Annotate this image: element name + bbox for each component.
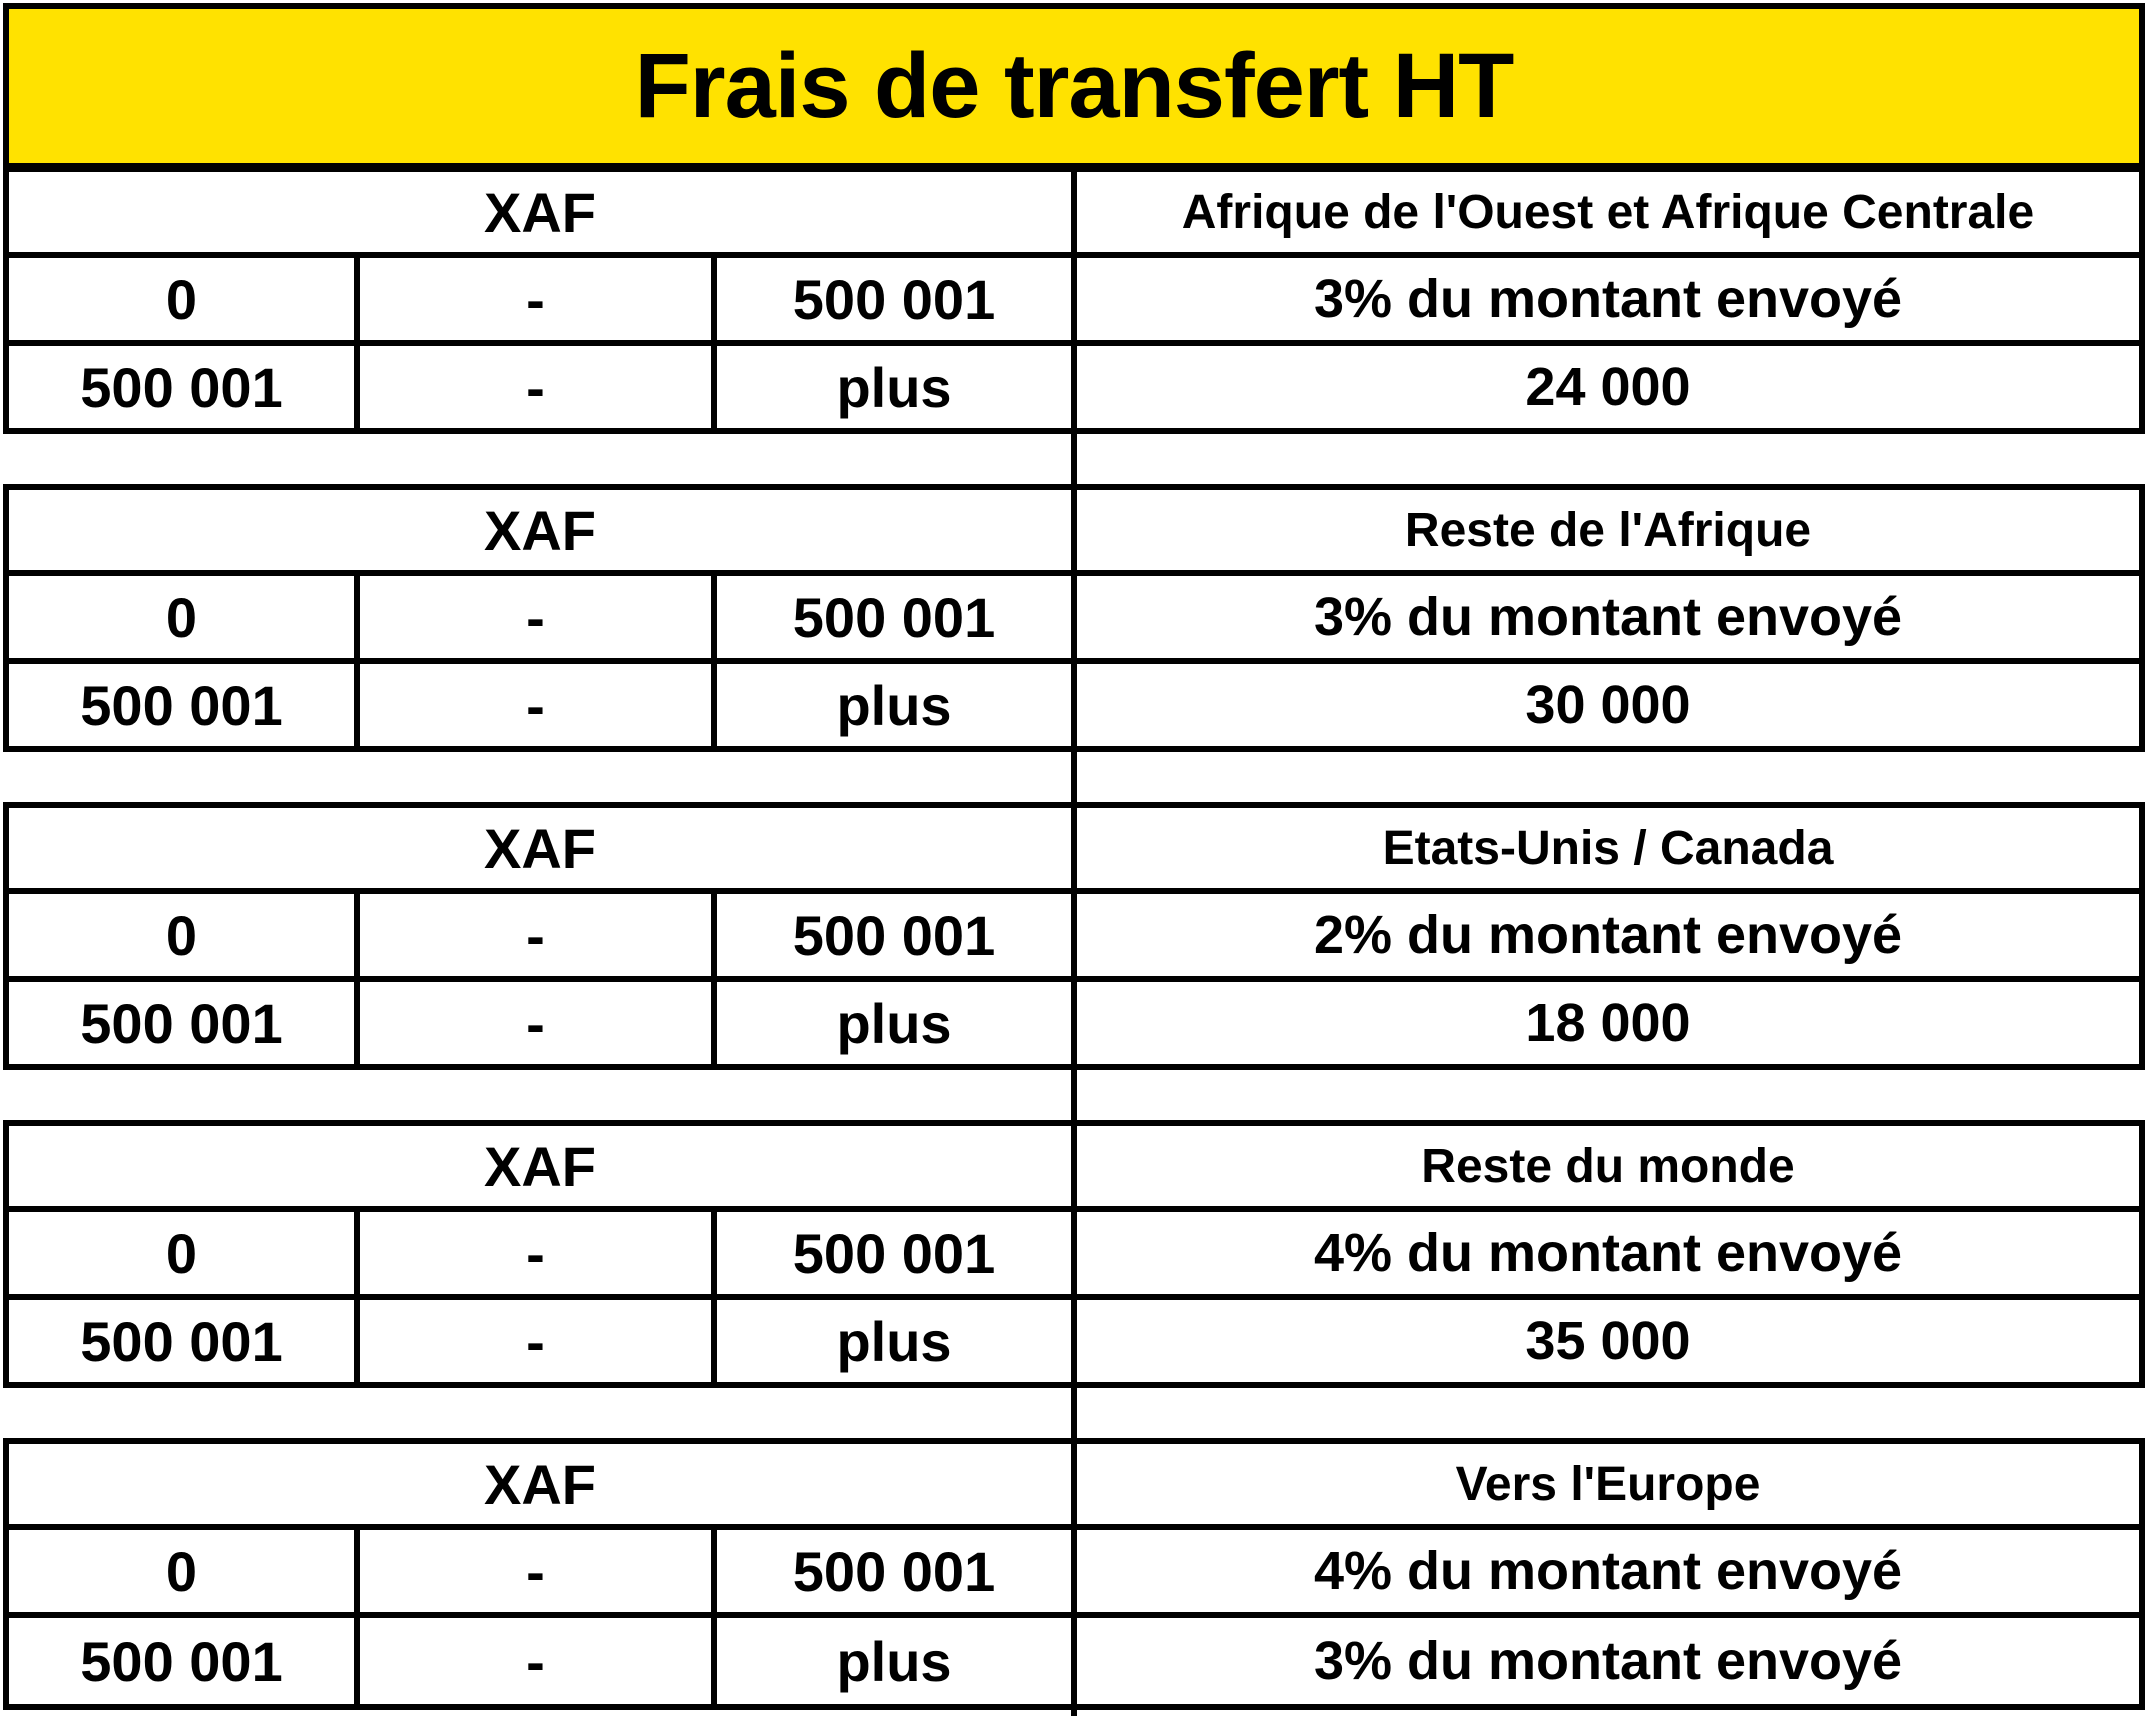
- range-separator: -: [354, 1206, 717, 1300]
- range-from: 0: [3, 1524, 360, 1618]
- fee-value: 3% du montant envoyé: [1071, 252, 2145, 346]
- range-separator: -: [354, 658, 717, 752]
- fee-value: 35 000: [1071, 1294, 2145, 1388]
- range-separator: -: [354, 340, 717, 434]
- range-from: 0: [3, 252, 360, 346]
- range-separator: -: [354, 1612, 717, 1710]
- fee-section-usa-canada: [3, 802, 2145, 1076]
- table-title: Frais de transfert HT: [3, 3, 2145, 169]
- fee-section-europe: [3, 1438, 2145, 1716]
- range-from: 0: [3, 570, 360, 664]
- fee-value: 24 000: [1071, 340, 2145, 434]
- region-header: Afrique de l'Ouest et Afrique Centrale: [1071, 166, 2145, 258]
- fee-section-rest-of-world: [3, 1120, 2145, 1394]
- range-from: 500 001: [3, 340, 360, 434]
- range-to: plus: [711, 1612, 1077, 1710]
- range-separator: -: [354, 1294, 717, 1388]
- range-separator: -: [354, 888, 717, 982]
- range-from: 500 001: [3, 976, 360, 1070]
- range-to: plus: [711, 340, 1077, 434]
- range-to: plus: [711, 976, 1077, 1070]
- region-header: Reste du monde: [1071, 1120, 2145, 1212]
- currency-header: XAF: [3, 166, 1077, 258]
- fee-value: 4% du montant envoyé: [1071, 1524, 2145, 1618]
- range-separator: -: [354, 976, 717, 1070]
- currency-header: XAF: [3, 802, 1077, 894]
- range-separator: -: [354, 1524, 717, 1618]
- region-header: Vers l'Europe: [1071, 1438, 2145, 1530]
- range-to: 500 001: [711, 888, 1077, 982]
- range-from: 500 001: [3, 1294, 360, 1388]
- fee-value: 3% du montant envoyé: [1071, 1612, 2145, 1710]
- range-to: plus: [711, 1294, 1077, 1388]
- currency-header: XAF: [3, 1120, 1077, 1212]
- range-from: 0: [3, 888, 360, 982]
- range-from: 0: [3, 1206, 360, 1300]
- fee-section-west-central-africa: [3, 166, 2145, 440]
- range-to: 500 001: [711, 252, 1077, 346]
- range-to: plus: [711, 658, 1077, 752]
- fee-value: 4% du montant envoyé: [1071, 1206, 2145, 1300]
- range-to: 500 001: [711, 1206, 1077, 1300]
- fee-value: 2% du montant envoyé: [1071, 888, 2145, 982]
- fee-value: 30 000: [1071, 658, 2145, 752]
- range-to: 500 001: [711, 1524, 1077, 1618]
- range-separator: -: [354, 252, 717, 346]
- fee-value: 3% du montant envoyé: [1071, 570, 2145, 664]
- fee-section-rest-of-africa: [3, 484, 2145, 758]
- region-header: Reste de l'Afrique: [1071, 484, 2145, 576]
- range-from: 500 001: [3, 658, 360, 752]
- currency-header: XAF: [3, 1438, 1077, 1530]
- currency-header: XAF: [3, 484, 1077, 576]
- range-from: 500 001: [3, 1612, 360, 1710]
- fee-value: 18 000: [1071, 976, 2145, 1070]
- region-header: Etats-Unis / Canada: [1071, 802, 2145, 894]
- range-to: 500 001: [711, 570, 1077, 664]
- range-separator: -: [354, 570, 717, 664]
